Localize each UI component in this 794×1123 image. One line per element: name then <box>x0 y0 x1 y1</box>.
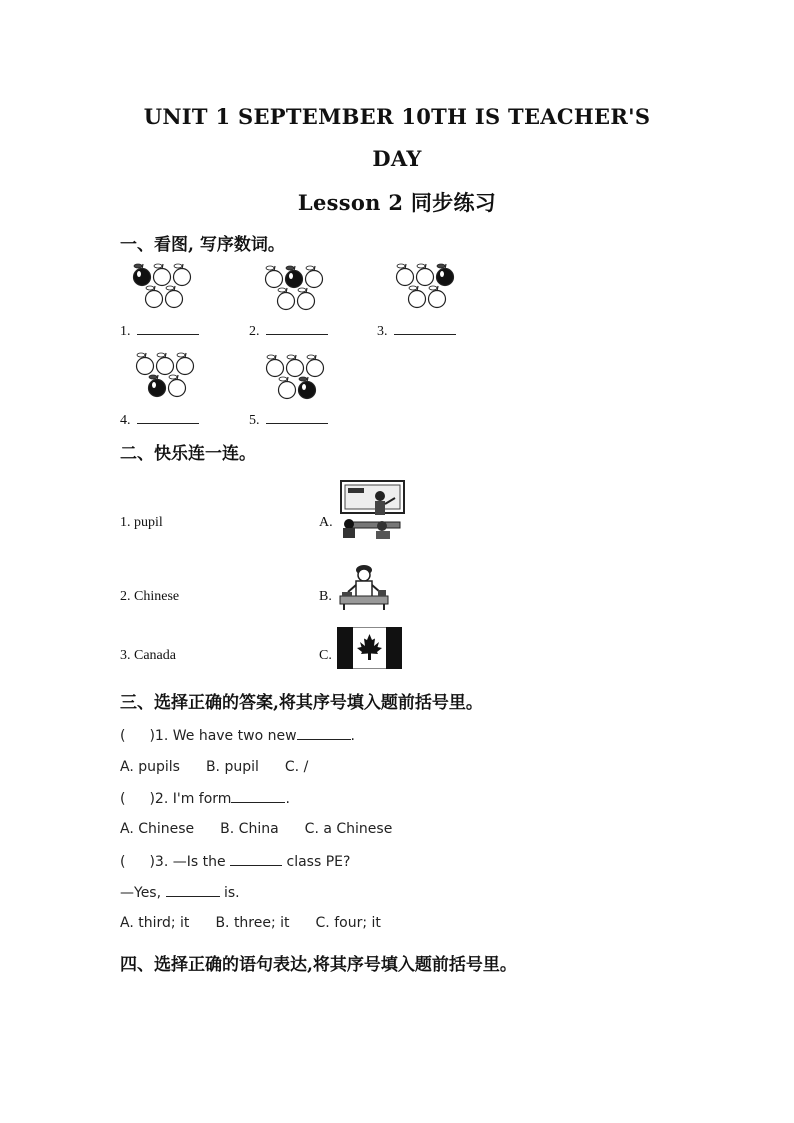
apple-group-2 <box>262 265 330 315</box>
white-apple-icon <box>409 286 426 308</box>
q1-blank[interactable] <box>297 727 351 740</box>
ordinal-answer-blank-4[interactable] <box>137 411 199 424</box>
black-apple-icon <box>437 264 454 286</box>
q3-option-b: B. three; it <box>215 915 290 931</box>
apple-group-3 <box>393 263 461 313</box>
q2-option-c: C. a Chinese <box>304 821 393 837</box>
q1-open-paren: ( <box>120 728 126 744</box>
white-apple-icon <box>169 375 186 397</box>
q3-response-start: —Yes, <box>120 885 162 901</box>
white-apple-icon <box>146 286 163 308</box>
q1-end: . <box>350 728 355 744</box>
question-3 <box>120 853 350 870</box>
black-apple-icon <box>286 266 303 288</box>
q3-option-a: A. third; it <box>120 915 190 931</box>
black-apple-icon <box>299 377 316 399</box>
section4-heading: 四、选择正确的语句表达,将其序号填入题前括号里。 <box>120 955 517 975</box>
match-right-c: C. <box>319 648 332 663</box>
q2-blank[interactable] <box>231 790 285 803</box>
match-left-2: 2. Chinese <box>120 589 180 604</box>
q3-text: )3. —Is the <box>149 854 226 870</box>
white-apple-icon <box>266 266 283 288</box>
white-apple-icon <box>267 355 284 377</box>
page-subtitle: Lesson 2 同步练习 <box>297 190 497 215</box>
white-apple-icon <box>157 353 174 375</box>
ordinal-answer-blank-2[interactable] <box>266 322 328 335</box>
ordinal-answer-blank-3[interactable] <box>394 322 456 335</box>
ordinal-item-5 <box>249 411 328 429</box>
classroom-picture-icon <box>340 480 405 540</box>
q3-blank[interactable] <box>230 853 282 866</box>
black-apple-icon <box>149 375 166 397</box>
q2-open-paren: ( <box>120 791 126 807</box>
white-apple-icon <box>397 264 414 286</box>
apple-group-4 <box>133 352 201 402</box>
white-apple-icon <box>137 353 154 375</box>
ordinal-item-3 <box>377 322 456 340</box>
q1-option-c: C. / <box>284 759 309 775</box>
ordinal-answer-blank-5[interactable] <box>266 411 328 424</box>
apple-group-1 <box>130 263 198 313</box>
black-apple-icon <box>134 264 151 286</box>
white-apple-icon <box>154 264 171 286</box>
ordinal-item-4 <box>120 411 199 429</box>
white-apple-icon <box>174 264 191 286</box>
page-title-line1: UNIT 1 SEPTEMBER 10TH IS TEACHER'S <box>143 104 651 129</box>
ordinal-number-2: 2. <box>249 324 260 339</box>
q1-options <box>120 759 308 775</box>
page-title-line2: DAY <box>372 146 422 171</box>
ordinal-item-1 <box>120 322 199 340</box>
q3-response-blank[interactable] <box>166 884 220 897</box>
q1-option-a: A. pupils <box>120 759 180 775</box>
match-left-1: 1. pupil <box>120 515 163 530</box>
section3-heading: 三、选择正确的答案,将其序号填入题前括号里。 <box>120 693 483 713</box>
q1-option-b: B. pupil <box>205 759 259 775</box>
q2-options <box>120 821 392 837</box>
q2-option-b: B. China <box>220 821 279 837</box>
q2-end: . <box>285 791 290 807</box>
white-apple-icon <box>279 377 296 399</box>
section1-heading: 一、看图, 写序数词。 <box>120 235 285 255</box>
ordinal-number-4: 4. <box>120 413 131 428</box>
q1-text: )1. We have two new <box>149 728 297 744</box>
ordinal-number-3: 3. <box>377 324 388 339</box>
ordinal-answer-blank-1[interactable] <box>137 322 199 335</box>
q3-response <box>120 884 240 901</box>
white-apple-icon <box>417 264 434 286</box>
ordinal-number-5: 5. <box>249 413 260 428</box>
q3-response-end: is. <box>223 885 240 901</box>
apple-group-5 <box>263 354 331 404</box>
match-right-b: B. <box>319 589 332 604</box>
white-apple-icon <box>278 288 295 310</box>
question-2 <box>120 790 290 807</box>
ordinal-item-2 <box>249 322 328 340</box>
match-left-3: 3. Canada <box>120 648 176 663</box>
match-right-a: A. <box>319 515 333 530</box>
q3-option-c: C. four; it <box>315 915 381 931</box>
q3-open-paren: ( <box>120 854 126 870</box>
section2-heading: 二、快乐连一连。 <box>120 444 256 464</box>
white-apple-icon <box>177 353 194 375</box>
question-1 <box>120 727 355 744</box>
q3-end: class PE? <box>286 854 351 870</box>
white-apple-icon <box>307 355 324 377</box>
white-apple-icon <box>298 288 315 310</box>
q2-text: )2. I'm form <box>149 791 232 807</box>
ordinal-number-1: 1. <box>120 324 131 339</box>
q3-options <box>120 915 381 931</box>
white-apple-icon <box>429 286 446 308</box>
student-picture-icon <box>338 562 390 610</box>
q2-option-a: A. Chinese <box>120 821 195 837</box>
white-apple-icon <box>306 266 323 288</box>
white-apple-icon <box>166 286 183 308</box>
canada-flag-icon <box>337 627 402 669</box>
white-apple-icon <box>287 355 304 377</box>
